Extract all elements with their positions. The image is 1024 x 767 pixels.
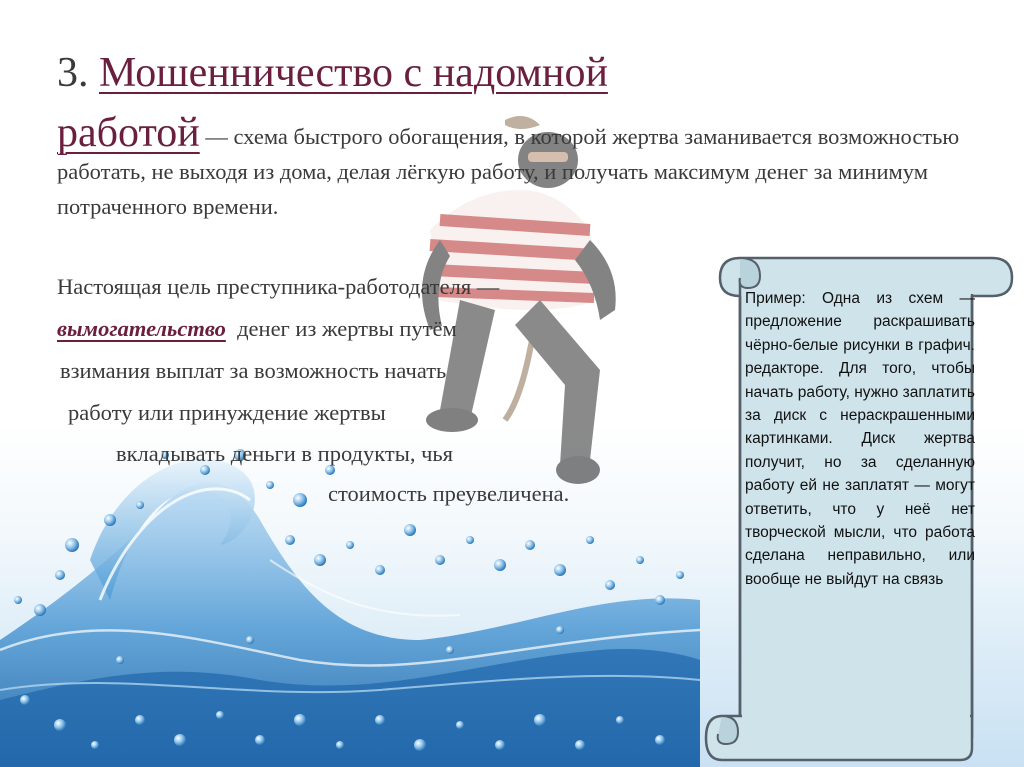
goal-line-4: работу или принуждение жертвы: [68, 400, 386, 425]
intro-definition: — схема быстрого обогащения, в которой жертва заманивается возможностью работать, не выходя из дома, делая лёгкую работу, и получать максимум денег за минимум потраченного времени.: [57, 124, 960, 219]
title-number: 3.: [57, 50, 89, 96]
goal-line-3: взимания выплат за возможность начать: [60, 358, 447, 383]
slide-title: [57, 44, 817, 102]
intro-term: работой: [57, 110, 200, 156]
goal-term: вымогательство: [57, 316, 226, 341]
example-text: Пример: Одна из схем — предложение раскрашивать чёрно-белые рисунки в графич. редакторе. Для того, чтобы начать работу, нужно заплатить за диск с нераскрашенными картинками. Диск жертва получит, но за сделанную работу ей не заплатят — могут ответить, что у неё нет творческой мысли, что работа сделана неправильно, или вообще не выйдут на связь: [745, 290, 975, 588]
goal-line-6: стоимость преувеличена.: [328, 481, 570, 506]
goal-line-2-rest: денег из жертвы путём: [237, 316, 457, 341]
title-text: Мошенничество с надомной: [99, 50, 608, 96]
intro-paragraph: [57, 110, 1007, 224]
goal-line-5: вкладывать деньги в продукты, чья: [116, 441, 454, 466]
goal-line-1: Настоящая цель преступника-работодателя —: [57, 274, 500, 299]
goal-line-2: [57, 314, 457, 344]
